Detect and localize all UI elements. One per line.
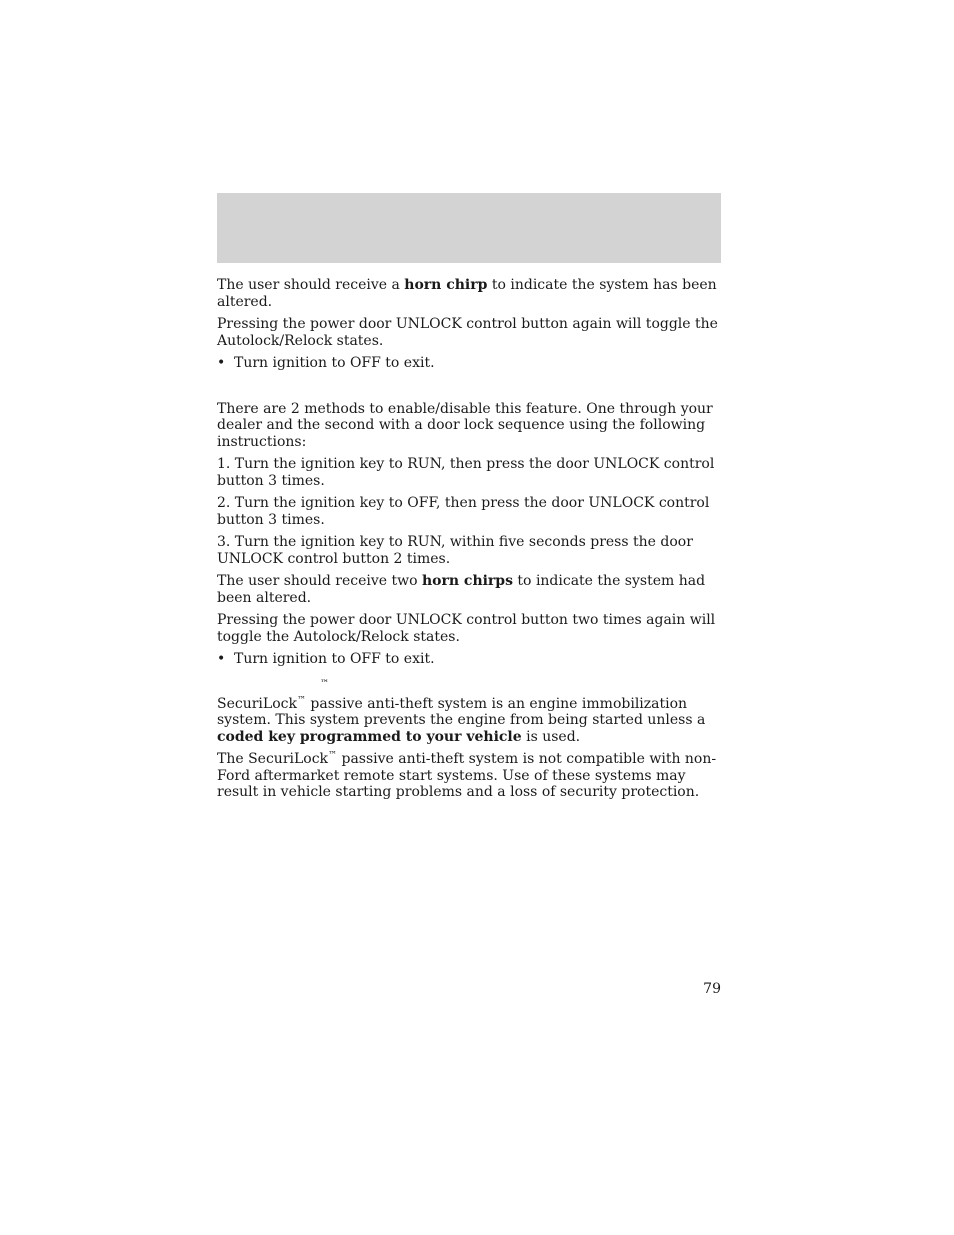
securilock-paragraph-1: SecuriLock™ passive anti-theft system is an engine immobilization system. This system prevents the engine from being started unless a coded key programmed to your vehicle is used.	[217, 694, 706, 745]
methods-intro-paragraph: There are 2 methods to enable/disable this feature. One through your dealer and the second with a door lock sequence using the following instructions:	[217, 400, 713, 450]
toggle-twice-paragraph: Pressing the power door UNLOCK control button two times again will toggle the Autolock/Relock states.	[217, 612, 716, 645]
step-3: 3. Turn the ignition key to RUN, within five seconds press the door UNLOCK control button 2 times.	[217, 534, 693, 567]
step-1: 1. Turn the ignition key to RUN, then press the door UNLOCK control button 3 times.	[217, 456, 715, 489]
section-gap	[217, 378, 721, 401]
horn-chirp-paragraph: The user should receive a horn chirp to indicate the system has been altered.	[217, 277, 717, 310]
bullet-glyph: •	[217, 651, 226, 667]
toggle-paragraph: Pressing the power door UNLOCK control button again will toggle the Autolock/Relock states.	[217, 316, 718, 349]
securilock-paragraph-2: The SecuriLock™ passive anti-theft system is not compatible with non-Ford aftermarket remote start systems. Use of these systems may result in vehicle starting problems and a loss of security protection.	[217, 750, 717, 800]
bullet-glyph: •	[217, 355, 226, 371]
trademark-mark: ™	[320, 678, 329, 689]
securilock-heading	[217, 674, 721, 692]
trademark-mark: ™	[296, 694, 306, 705]
step-2: 2. Turn the ignition key to OFF, then press the door UNLOCK control button 3 times.	[217, 495, 710, 528]
section-header-band	[217, 193, 721, 263]
page-number: 79	[703, 981, 721, 997]
exit-bullet-2: • Turn ignition to OFF to exit.	[217, 651, 435, 667]
page-content	[217, 277, 721, 807]
trademark-mark: ™	[328, 750, 338, 761]
exit-bullet: • Turn ignition to OFF to exit.	[217, 355, 435, 371]
horn-chirps-paragraph: The user should receive two horn chirps to indicate the system had been altered.	[217, 573, 706, 606]
